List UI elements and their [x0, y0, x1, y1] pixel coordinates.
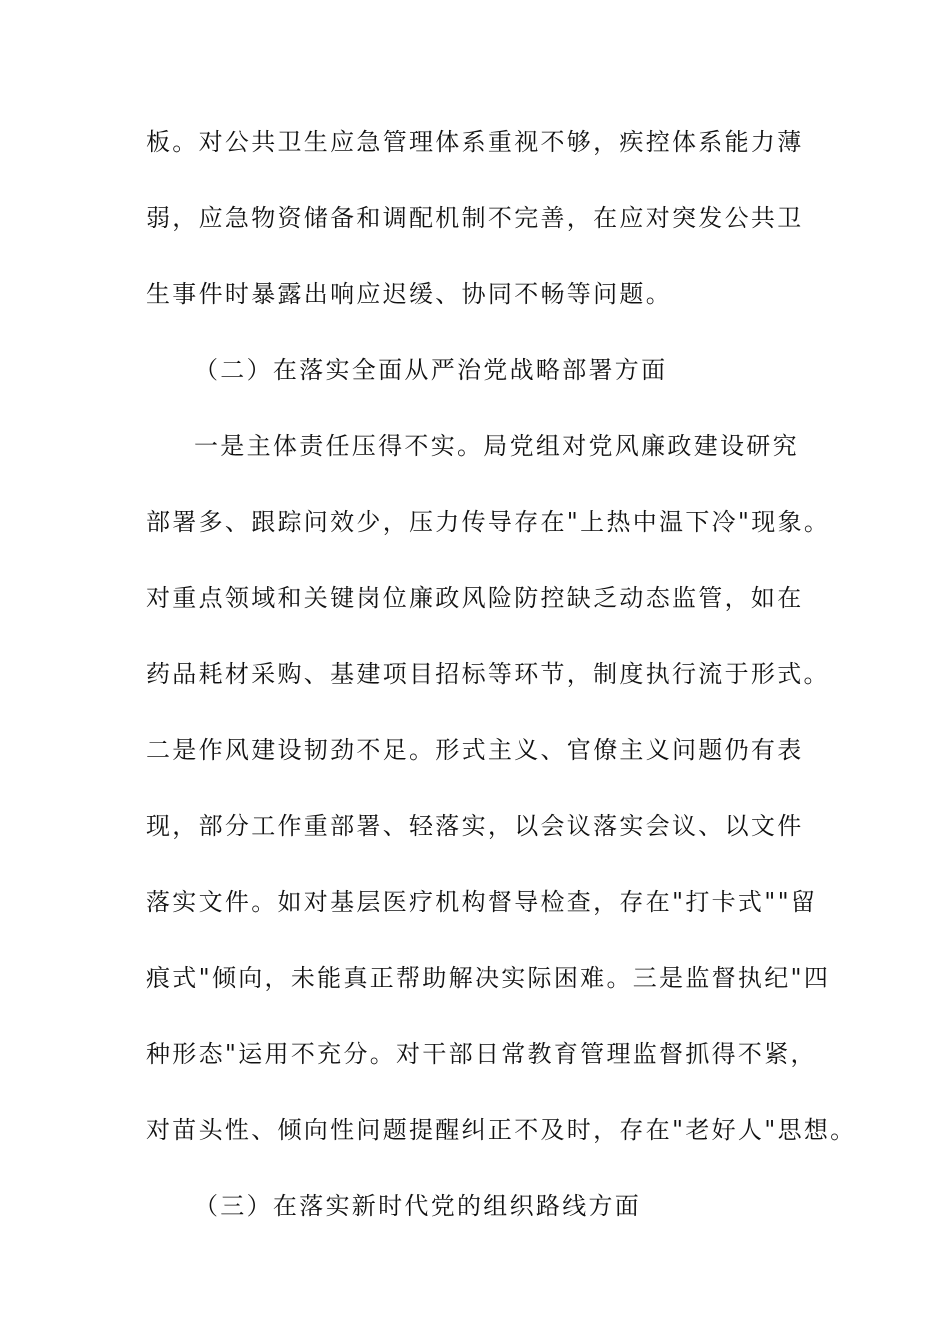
paragraph-start-line: 一是主体责任压得不实。局党组对党风廉政建设研究 [194, 432, 799, 460]
body-text-line: 种形态"运用不充分。对干部日常教育管理监督抓得不紧， [146, 1040, 817, 1068]
body-text-line: 现，部分工作重部署、轻落实，以会议落实会议、以文件 [146, 812, 804, 840]
body-text-line: 对重点领域和关键岗位廉政风险防控缺乏动态监管，如在 [146, 584, 804, 612]
section-heading-2: （二）在落实全面从严治党战略部署方面 [194, 356, 668, 384]
body-text-line: 药品耗材采购、基建项目招标等环节，制度执行流于形式。 [146, 660, 830, 688]
body-text-line: 生事件时暴露出响应迟缓、协同不畅等问题。 [146, 280, 672, 308]
body-text-line: 痕式"倾向，未能真正帮助解决实际困难。三是监督执纪"四 [146, 964, 831, 992]
body-text-line: 对苗头性、倾向性问题提醒纠正不及时，存在"老好人"思想。 [146, 1116, 857, 1144]
body-text-line: 落实文件。如对基层医疗机构督导检查，存在"打卡式""留 [146, 888, 818, 916]
body-text-line: 二是作风建设韧劲不足。形式主义、官僚主义问题仍有表 [146, 736, 804, 764]
body-text-line: 弱，应急物资储备和调配机制不完善，在应对突发公共卫 [146, 204, 804, 232]
section-heading-3: （三）在落实新时代党的组织路线方面 [194, 1192, 642, 1220]
body-text-line: 部署多、跟踪问效少，压力传导存在"上热中温下冷"现象。 [146, 508, 831, 536]
body-text-line: 板。对公共卫生应急管理体系重视不够，疾控体系能力薄 [146, 128, 804, 156]
